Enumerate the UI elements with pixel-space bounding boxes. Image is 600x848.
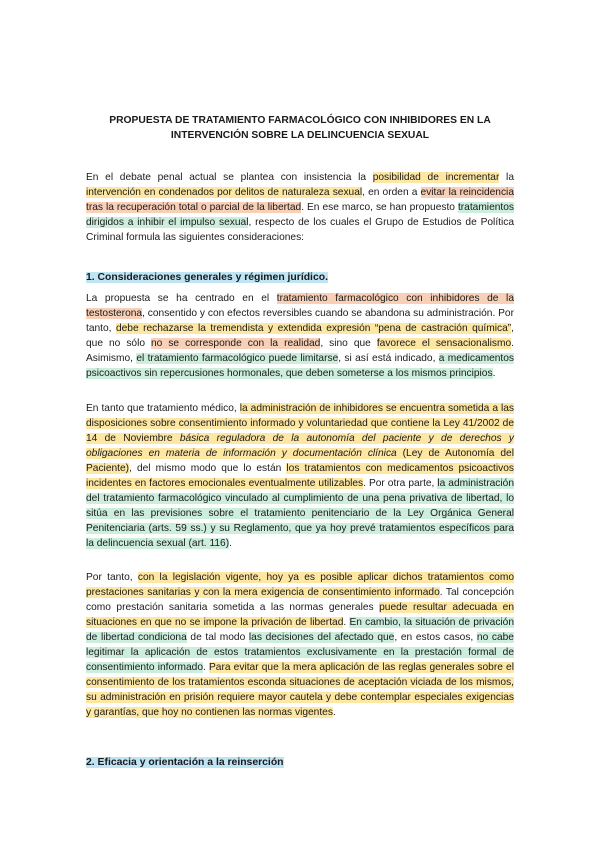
highlighted-text: la administración de inhibidores se encuentra sometida a las disposiciones sobre consentimiento informado y voluntariedad que contiene la Ley 41/2002 de 14 de Noviembre — [86, 403, 514, 444]
highlighted-text: puede resultar adecuada en situaciones en que no se impone la privación de libertad — [86, 602, 514, 628]
highlighted-text: la administración del tratamiento farmacológico vinculado al cumplimiento de una pena privativa de libertad, lo sitúa en las previsiones sobre el tratamiento penitenciario de la Ley Orgánica General Penitenciaria (arts. 59 ss.) y su Reglamento, que ya hoy prevé tratamientos específicos para la delincuencia sexual (art. 116) — [86, 478, 514, 549]
highlighted-text: a medicamentos psicoactivos sin repercusiones hormonales, que deben someterse a los mismos principios — [86, 353, 515, 379]
highlighted-text: tratamiento farmacológico con inhibidores de la testosterona — [86, 293, 514, 319]
text-run: . — [343, 617, 350, 628]
highlighted-text: tratamientos dirigidos a inhibir el impulso sexual — [86, 202, 514, 228]
highlighted-text: intervención en condenados por delitos de naturaleza sexual — [86, 187, 363, 198]
highlighted-text: no se corresponde con la realidad — [151, 338, 321, 349]
highlighted-text: básica reguladora de la autonomía del paciente y de derechos y obligaciones en materia de información y documentación clínica — [86, 433, 514, 459]
highlighted-text: no cabe legitimar la aplicación de estos tratamientos exclusivamente en la prestación formal de consentimiento informado — [86, 632, 514, 673]
text-run: , del mismo modo que lo están — [129, 463, 287, 474]
section-1-heading — [86, 271, 328, 285]
section-1-paragraph-3 — [86, 570, 514, 720]
text-run: la — [499, 172, 514, 183]
highlighted-text: debe rechazarse la tremendista y extendida expresión “pena de castración química” — [115, 323, 512, 334]
highlighted-text: el tratamiento farmacológico puede limitarse — [136, 353, 339, 364]
text-run: . Tal concepción como prestación sanitaria sometida a las normas generales — [86, 587, 514, 613]
highlighted-text: evitar la reincidencia tras la recuperación total o parcial de la libertad — [86, 187, 514, 213]
section-2-heading-text: 2. Eficacia y orientación a la reinserción — [86, 757, 284, 768]
text-run: , en orden a — [362, 187, 421, 198]
highlighted-text: los tratamientos con medicamentos psicoactivos incidentes en factores emocionales eventualmente utilizables — [86, 463, 514, 489]
highlighted-text: favorece el sensacionalismo — [376, 338, 512, 349]
section-2-heading — [86, 756, 284, 770]
text-run: . — [332, 707, 336, 718]
text-run: . Por otra parte, — [363, 478, 438, 489]
section-1-paragraph-1 — [86, 291, 514, 381]
intro-paragraph — [86, 170, 514, 245]
text-run: de tal modo — [186, 632, 249, 643]
text-run: , consentido y con efectos reversibles cuando se abandona su administración. Por tanto, — [86, 308, 514, 334]
highlighted-text: Para evitar que la mera aplicación de las reglas generales sobre el consentimiento de los tratamientos esconda situaciones de aceptación viciada de los mismos, su administración en prisión requiere mayor cautela y debe contemplar especiales exigencias y garantías, que hoy no contienen las normas vigentes — [86, 662, 514, 718]
highlighted-text: las decisiones del afectado que — [248, 632, 395, 643]
document-title: PROPUESTA DE TRATAMIENTO FARMACOLÓGICO CON INHIBIDORES EN LA INTERVENCIÓN SOBRE LA DELINCUENCIA SEXUAL — [109, 115, 491, 141]
text-run: , si así está indicado, — [338, 353, 439, 364]
highlighted-text: En cambio, la situación de privación de libertad condiciona — [86, 617, 515, 643]
text-run: . — [492, 368, 496, 379]
highlighted-text: (Ley de Autonomía del Paciente) — [86, 448, 514, 474]
text-run: , que no sólo — [86, 323, 514, 349]
text-run: . En ese marco, se han propuesto — [301, 202, 458, 213]
highlighted-text: con la legislación vigente, hoy ya es posible aplicar dichos tratamientos como prestaciones sanitarias y con la mera exigencia de consentimiento informado — [86, 572, 514, 598]
text-run: Por tanto, — [86, 572, 138, 583]
section-1-paragraph-2 — [86, 401, 514, 551]
text-run: En el debate penal actual se plantea con insistencia la — [86, 172, 373, 183]
text-run: , en estos casos, — [394, 632, 477, 643]
text-run: , respecto de los cuales el Grupo de Estudios de Política Criminal formula las siguientes consideraciones: — [86, 217, 514, 243]
section-1-heading-text: 1. Consideraciones generales y régimen jurídico. — [86, 272, 328, 283]
text-run: , sino que — [320, 338, 377, 349]
text-run: La propuesta se ha centrado en el — [86, 293, 277, 304]
text-run: . Asimismo, — [86, 338, 514, 364]
highlighted-text: posibilidad de incrementar — [372, 172, 500, 183]
text-run: . — [203, 662, 209, 673]
text-run: . — [229, 538, 232, 549]
text-run: En tanto que tratamiento médico, — [86, 403, 240, 414]
